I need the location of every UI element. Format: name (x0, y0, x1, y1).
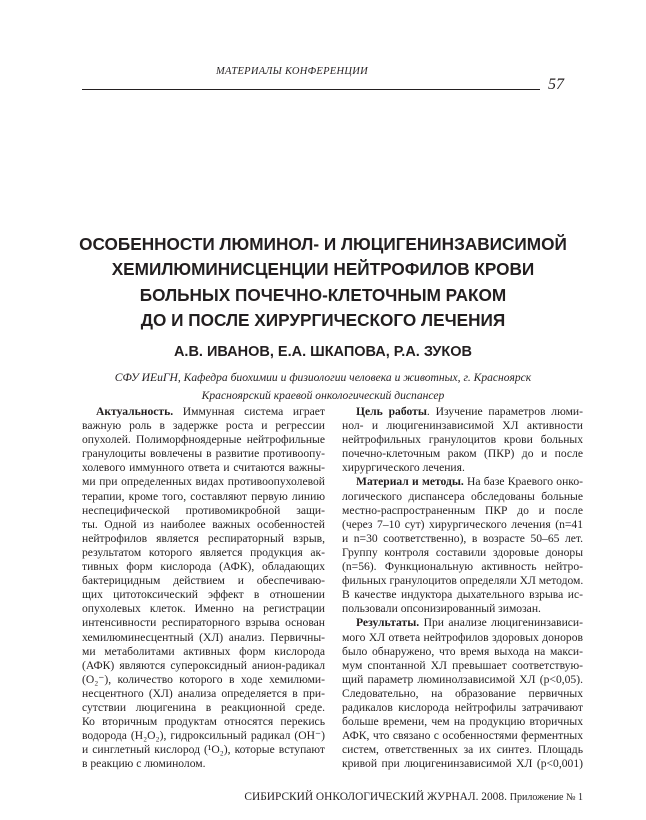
line-text: . Изучение параметров люми- (426, 405, 583, 418)
line-text: больше времени, чем на продукцию вторичных (342, 715, 583, 729)
line-text: неспецифической противомикробной защи- (82, 503, 325, 517)
line-text: холевого иммунного ответа и считаются важны- (82, 461, 325, 475)
line-text: несцентного (ХЛ) анализа определяется в при- (82, 686, 325, 700)
text-line (342, 588, 583, 602)
line-text: сутствии люцигенина в реакционной среде. (82, 700, 325, 714)
line-text: пользовали опсонизированный зимозан. (342, 602, 541, 616)
text-line (82, 504, 325, 518)
page-number: 57 (548, 76, 564, 93)
line-text: логического диспансера обследованы больные (342, 489, 583, 503)
line-text: было обнаружено, что время выхода на макси- (342, 644, 583, 658)
paragraph (342, 475, 583, 616)
text-line (342, 631, 583, 645)
line-text: ми при определенных видах противоопухолевой (82, 475, 325, 489)
left-column (82, 405, 325, 771)
paragraph-lead: Результаты. (356, 616, 420, 630)
line-text: АФК, что связано с особенностями ферментных (342, 729, 583, 743)
line-text: опухолей. Полиморфноядерные нейтрофильные (82, 433, 325, 447)
line-text: почечно-клеточным раком (ПКР) до и после (342, 447, 583, 461)
line-text: мум спонтанной ХЛ превышает соответствую- (342, 658, 583, 672)
title-line: ОСОБЕННОСТИ ЛЮМИНОЛ- И ЛЮЦИГЕНИНЗАВИСИМОЙ (79, 234, 567, 254)
text-line (82, 574, 325, 588)
line-text: результатом которого является продукция ак- (82, 545, 325, 559)
authors: А.В. ИВАНОВ, Е.А. ШКАПОВА, Р.А. ЗУКОВ (173, 344, 473, 360)
line-text: гранулоциты вовлечены в развитие противоопу- (82, 447, 325, 461)
line-text: мого ХЛ ответа нейтрофилов здоровых доноров (342, 630, 583, 644)
line-text: Группу контроля составили здоровые доноры (342, 545, 583, 559)
line-text: Следовательно, на образование первичных (342, 686, 583, 700)
text-line (342, 475, 583, 489)
journal-footer (244, 791, 583, 803)
text-line (82, 631, 325, 645)
text-line (82, 490, 325, 504)
text-line (342, 518, 583, 532)
text-line (82, 461, 325, 475)
paragraph (342, 616, 583, 771)
line-text: Иммунная система играет (173, 405, 325, 418)
text-line (82, 701, 325, 715)
text-line (82, 743, 325, 757)
text-line (82, 447, 325, 461)
article-title (40, 232, 606, 334)
line-text: щих цитотоксический эффект в отношении (82, 588, 325, 602)
text-line (82, 532, 325, 546)
text-line (342, 645, 583, 659)
footer-journal: СИБИРСКИЙ ОНКОЛОГИЧЕСКИЙ ЖУРНАЛ. 2008. (244, 791, 507, 803)
line-text: ми метаболитами активных форм кислорода (82, 644, 325, 658)
line-text: и n=30 соответственно), в возрасте 50–65 лет. (342, 531, 583, 545)
footer-supplement: Приложение № 1 (509, 792, 583, 803)
line-text: хемилюминесцентный (ХЛ) анализ. Первичны- (82, 630, 325, 644)
text-line (342, 504, 583, 518)
line-text: Ко вторичным продуктам относятся перекись (82, 715, 325, 729)
text-line (342, 405, 583, 419)
text-line (342, 490, 583, 504)
line-text: (O₂⁻), количество которого в ходе хемилюми- (82, 672, 325, 686)
line-text: кривой при люцигенинзависимой ХЛ (p<0,001) (342, 757, 583, 771)
text-line (82, 405, 325, 419)
title-line: БОЛЬНЫХ ПОЧЕЧНО-КЛЕТОЧНЫМ РАКОМ (139, 284, 507, 305)
line-text: местно-распространенным ПКР до и после (342, 503, 583, 517)
paragraph-lead: Актуальность. (96, 405, 174, 418)
affiliation-line: СФУ ИЕиГН, Кафедра биохимии и физиологии человека и животных, г. Красноярск (114, 371, 532, 384)
text-line (342, 560, 583, 574)
line-text: терапии, кроме того, составляют первую линию (82, 489, 325, 503)
header-rule (82, 89, 540, 90)
text-line (82, 715, 325, 729)
text-line (82, 475, 325, 489)
line-text: В качестве индуктора дыхательного взрыва ис- (342, 588, 583, 602)
paragraph-lead: Цель работы (356, 405, 427, 418)
affiliation (40, 369, 606, 405)
text-line (342, 729, 583, 743)
line-text: бактерицидным действием и обеспечиваю- (82, 574, 325, 588)
line-text: хирургического лечения. (342, 461, 465, 475)
text-line (342, 616, 583, 630)
title-line: ХЕМИЛЮМИНИСЦЕНЦИИ НЕЙТРОФИЛОВ КРОВИ (111, 259, 535, 280)
line-text: опухолевых клеток. Именно на регистрации (82, 602, 325, 616)
text-line (342, 715, 583, 729)
text-line (82, 687, 325, 701)
text-line (342, 659, 583, 673)
text-line (82, 602, 325, 616)
affiliation-line: Красноярский краевой онкологический диспансер (201, 389, 445, 402)
text-line (342, 602, 583, 616)
line-text: нейтрофильных гранулоцитов крови больных (342, 433, 583, 447)
text-line (342, 701, 583, 715)
text-line (82, 616, 325, 630)
line-text: При анализе люцигенинзависи- (419, 616, 583, 630)
line-text: (АФК) являются супероксидный анион-радикал (82, 658, 325, 672)
text-line (342, 546, 583, 560)
text-line (342, 673, 583, 687)
line-text: важную роль в задержке роста и регрессии (82, 419, 325, 433)
text-line (342, 447, 583, 461)
text-line (82, 560, 325, 574)
text-line (82, 729, 325, 743)
line-text: радикалов кислорода нейтрофилы затрачивают (342, 700, 583, 714)
line-text: нейтрофилов является респираторный взрыв, (82, 531, 325, 545)
text-line (82, 673, 325, 687)
text-line (342, 687, 583, 701)
line-text: нол- и люцигенинзависимой ХЛ активности (342, 419, 583, 433)
paragraph (342, 405, 583, 475)
text-line (342, 419, 583, 433)
title-line: ДО И ПОСЛЕ ХИРУРГИЧЕСКОГО ЛЕЧЕНИЯ (140, 310, 506, 331)
paragraph (82, 405, 325, 771)
line-text: водорода (H₂O₂), гидроксильный радикал (OH⁻) (82, 729, 325, 743)
text-line (82, 518, 325, 532)
line-text: щий параметр люминолзависимой ХЛ (p<0,05). (342, 672, 583, 686)
text-line (82, 419, 325, 433)
text-line (82, 659, 325, 673)
text-line (82, 588, 325, 602)
text-line (82, 757, 325, 771)
text-line (82, 433, 325, 447)
line-text: ты. Одной из наиболее важных особенностей (82, 517, 325, 531)
text-line (82, 546, 325, 560)
running-header: МАТЕРИАЛЫ КОНФЕРЕНЦИИ (215, 66, 369, 77)
line-text: в реакцию с люминолом. (82, 757, 206, 771)
right-column (342, 405, 583, 771)
text-line (342, 574, 583, 588)
line-text: фильных гранулоцитов определяли ХЛ методом. (342, 574, 584, 588)
text-line (342, 743, 583, 757)
line-text: (через 7–10 сут) хирургического лечения (n=41 (342, 517, 583, 531)
text-line (342, 433, 583, 447)
line-text: На базе Краевого онко- (463, 475, 583, 489)
text-line (342, 532, 583, 546)
text-line (342, 757, 583, 771)
line-text: систем, ответственных за их синтез. Площадь (342, 743, 583, 757)
line-text: интенсивности респираторного взрыва основан (82, 616, 325, 630)
line-text: тивных форм кислорода (АФК), обладающих (82, 560, 325, 574)
text-line (82, 645, 325, 659)
line-text: (n=56). Функциональную активность нейтро- (342, 560, 583, 574)
paragraph-lead: Материал и методы. (356, 475, 464, 489)
line-text: и синглетный кислород (¹O₂), которые вступают (82, 743, 325, 757)
text-line (342, 461, 583, 475)
